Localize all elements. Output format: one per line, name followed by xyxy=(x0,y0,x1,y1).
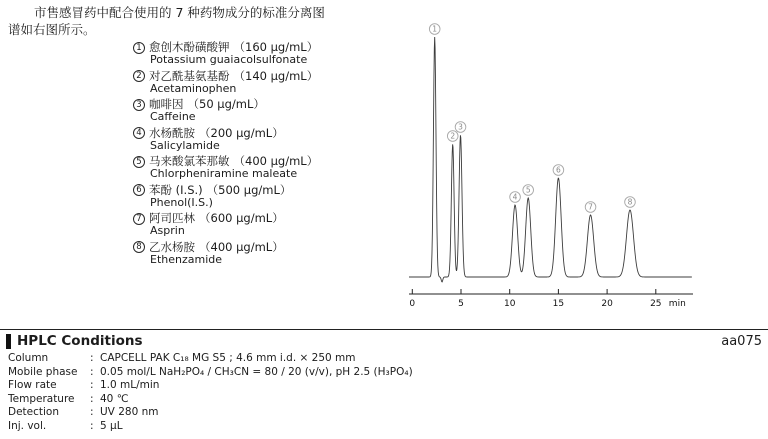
condition-separator: : xyxy=(90,352,94,364)
condition-value: 1.0 mL/min xyxy=(100,379,160,392)
compound-cn-name: 对乙酰基氨基酚 xyxy=(149,68,230,83)
compound-cn-name: 马来酸氯苯那敏 xyxy=(149,154,230,168)
condition-label: Temperature xyxy=(8,392,75,405)
list-item xyxy=(133,241,413,267)
x-axis-tick-label: 25 xyxy=(650,299,662,309)
circled-number: 6 xyxy=(133,184,145,196)
condition-separator: : xyxy=(90,379,94,392)
compound-concentration: （400 μg/mL） xyxy=(199,239,284,254)
compound-concentration: （160 μg/mL） xyxy=(233,40,319,54)
header-bar-icon xyxy=(6,334,11,349)
compound-concentration: （500 μg/mL） xyxy=(206,182,292,197)
peak-marker-number: 8 xyxy=(627,197,633,207)
condition-separator: : xyxy=(90,419,94,432)
circled-number: 2 xyxy=(133,70,145,82)
x-axis-tick-label: 10 xyxy=(503,299,516,309)
compound-en-name: Ethenzamide xyxy=(150,252,223,266)
compound-en-name: Potassium guaiacolsulfonate xyxy=(150,53,308,66)
list-item xyxy=(133,212,413,238)
list-item xyxy=(133,70,413,96)
peak-marker-number: 3 xyxy=(458,122,463,132)
condition-row xyxy=(8,406,608,420)
condition-label: Inj. vol. xyxy=(8,419,47,432)
compound-cn-name: 水杨酰胺 xyxy=(149,125,195,140)
condition-row xyxy=(8,393,608,407)
condition-row xyxy=(8,420,608,434)
compound-concentration: （140 μg/mL） xyxy=(233,68,319,83)
intro-line-1: 市售感冒药中配合使用的 7 种药物成分的标准分离图 xyxy=(34,5,325,20)
compound-concentration: （400 μg/mL） xyxy=(233,154,319,168)
x-axis-tick-label: 5 xyxy=(458,299,464,309)
x-axis-tick-label: 15 xyxy=(552,299,565,309)
circled-number: 7 xyxy=(133,213,145,225)
intro-paragraph xyxy=(8,4,412,38)
intro-line-2: 谱如右图所示。 xyxy=(8,22,96,37)
x-axis-unit-label: min xyxy=(668,299,686,309)
section-divider xyxy=(0,329,768,330)
condition-label: Flow rate xyxy=(8,379,57,392)
condition-label: Detection xyxy=(8,406,60,419)
x-axis-tick-label: 20 xyxy=(601,299,613,309)
condition-value: 40 ℃ xyxy=(100,392,129,405)
document-code: aa075 xyxy=(721,334,762,349)
conditions-table xyxy=(8,352,608,434)
compound-cn-name: 愈创木酚磺酸钾 xyxy=(149,40,230,54)
circled-number: 8 xyxy=(133,241,145,253)
chromatogram-trace xyxy=(409,37,692,282)
conditions-title: HPLC Conditions xyxy=(17,333,143,349)
list-item xyxy=(133,184,413,210)
condition-label: Mobile phase xyxy=(8,365,78,378)
peak-marker-number: 4 xyxy=(512,192,518,202)
compound-concentration: （200 μg/mL） xyxy=(199,125,284,140)
peak-marker-number: 2 xyxy=(450,131,456,141)
peak-marker-number: 5 xyxy=(525,185,531,195)
list-item xyxy=(133,41,413,67)
list-item xyxy=(133,127,413,153)
compound-cn-name: 苯酚 (I.S.) xyxy=(149,182,203,197)
chromatogram xyxy=(405,16,705,316)
circled-number: 4 xyxy=(133,127,145,139)
compound-cn-name: 阿司匹林 xyxy=(149,211,195,225)
compound-en-name: Caffeine xyxy=(150,110,196,123)
compound-en-name: Acetaminophen xyxy=(150,81,237,95)
condition-value: 5 μL xyxy=(100,419,123,432)
condition-separator: : xyxy=(90,392,94,405)
list-item xyxy=(133,98,413,124)
circled-number: 3 xyxy=(133,99,145,111)
conditions-header xyxy=(6,333,143,349)
compound-cn-name: 乙水杨胺 xyxy=(149,239,195,254)
condition-separator: : xyxy=(90,406,94,419)
x-axis-tick-label: 0 xyxy=(409,299,416,309)
peak-marker-number: 6 xyxy=(556,165,561,175)
peak-marker-number: 1 xyxy=(432,24,438,34)
condition-value: 0.05 mol/L NaH₂PO₄ / CH₃CN = 80 / 20 (v/v), pH 2.5 (H₃PO₄) xyxy=(100,365,413,378)
compound-cn-name: 咖啡因 xyxy=(149,97,184,111)
compound-en-name: Chlorpheniramine maleate xyxy=(150,167,298,180)
compound-en-name: Salicylamide xyxy=(150,138,220,152)
condition-row xyxy=(8,366,608,380)
condition-separator: : xyxy=(90,365,94,378)
peak-marker-number: 7 xyxy=(588,202,593,212)
circled-number: 5 xyxy=(133,156,145,168)
compound-en-name: Asprin xyxy=(150,224,185,237)
condition-value: UV 280 nm xyxy=(100,406,159,419)
compound-list xyxy=(133,41,413,269)
list-item xyxy=(133,155,413,181)
condition-row xyxy=(8,352,608,366)
compound-concentration: （600 μg/mL） xyxy=(199,211,284,225)
condition-label: Column xyxy=(8,352,49,364)
condition-value: CAPCELL PAK C₁₈ MG S5 ; 4.6 mm i.d. × 250 mm xyxy=(100,352,356,364)
compound-en-name: Phenol(I.S.) xyxy=(150,195,213,209)
condition-row xyxy=(8,379,608,393)
circled-number: 1 xyxy=(133,42,145,54)
compound-concentration: （50 μg/mL） xyxy=(187,97,265,111)
